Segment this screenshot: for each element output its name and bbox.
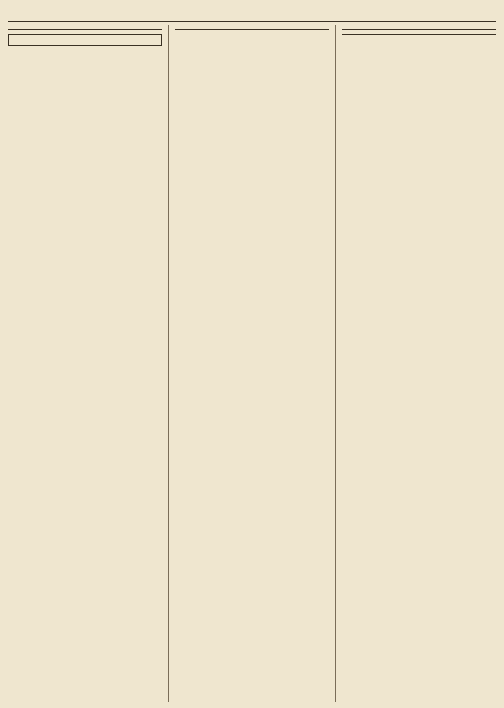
divider [8, 29, 162, 30]
divider [342, 34, 496, 35]
column-3 [335, 25, 496, 702]
column-1 [8, 25, 162, 702]
boxed-notice [8, 34, 162, 46]
columns [8, 25, 496, 702]
masthead [8, 6, 496, 22]
divider [342, 29, 496, 30]
newspaper-page [8, 6, 496, 702]
divider [175, 29, 329, 30]
column-2 [168, 25, 329, 702]
